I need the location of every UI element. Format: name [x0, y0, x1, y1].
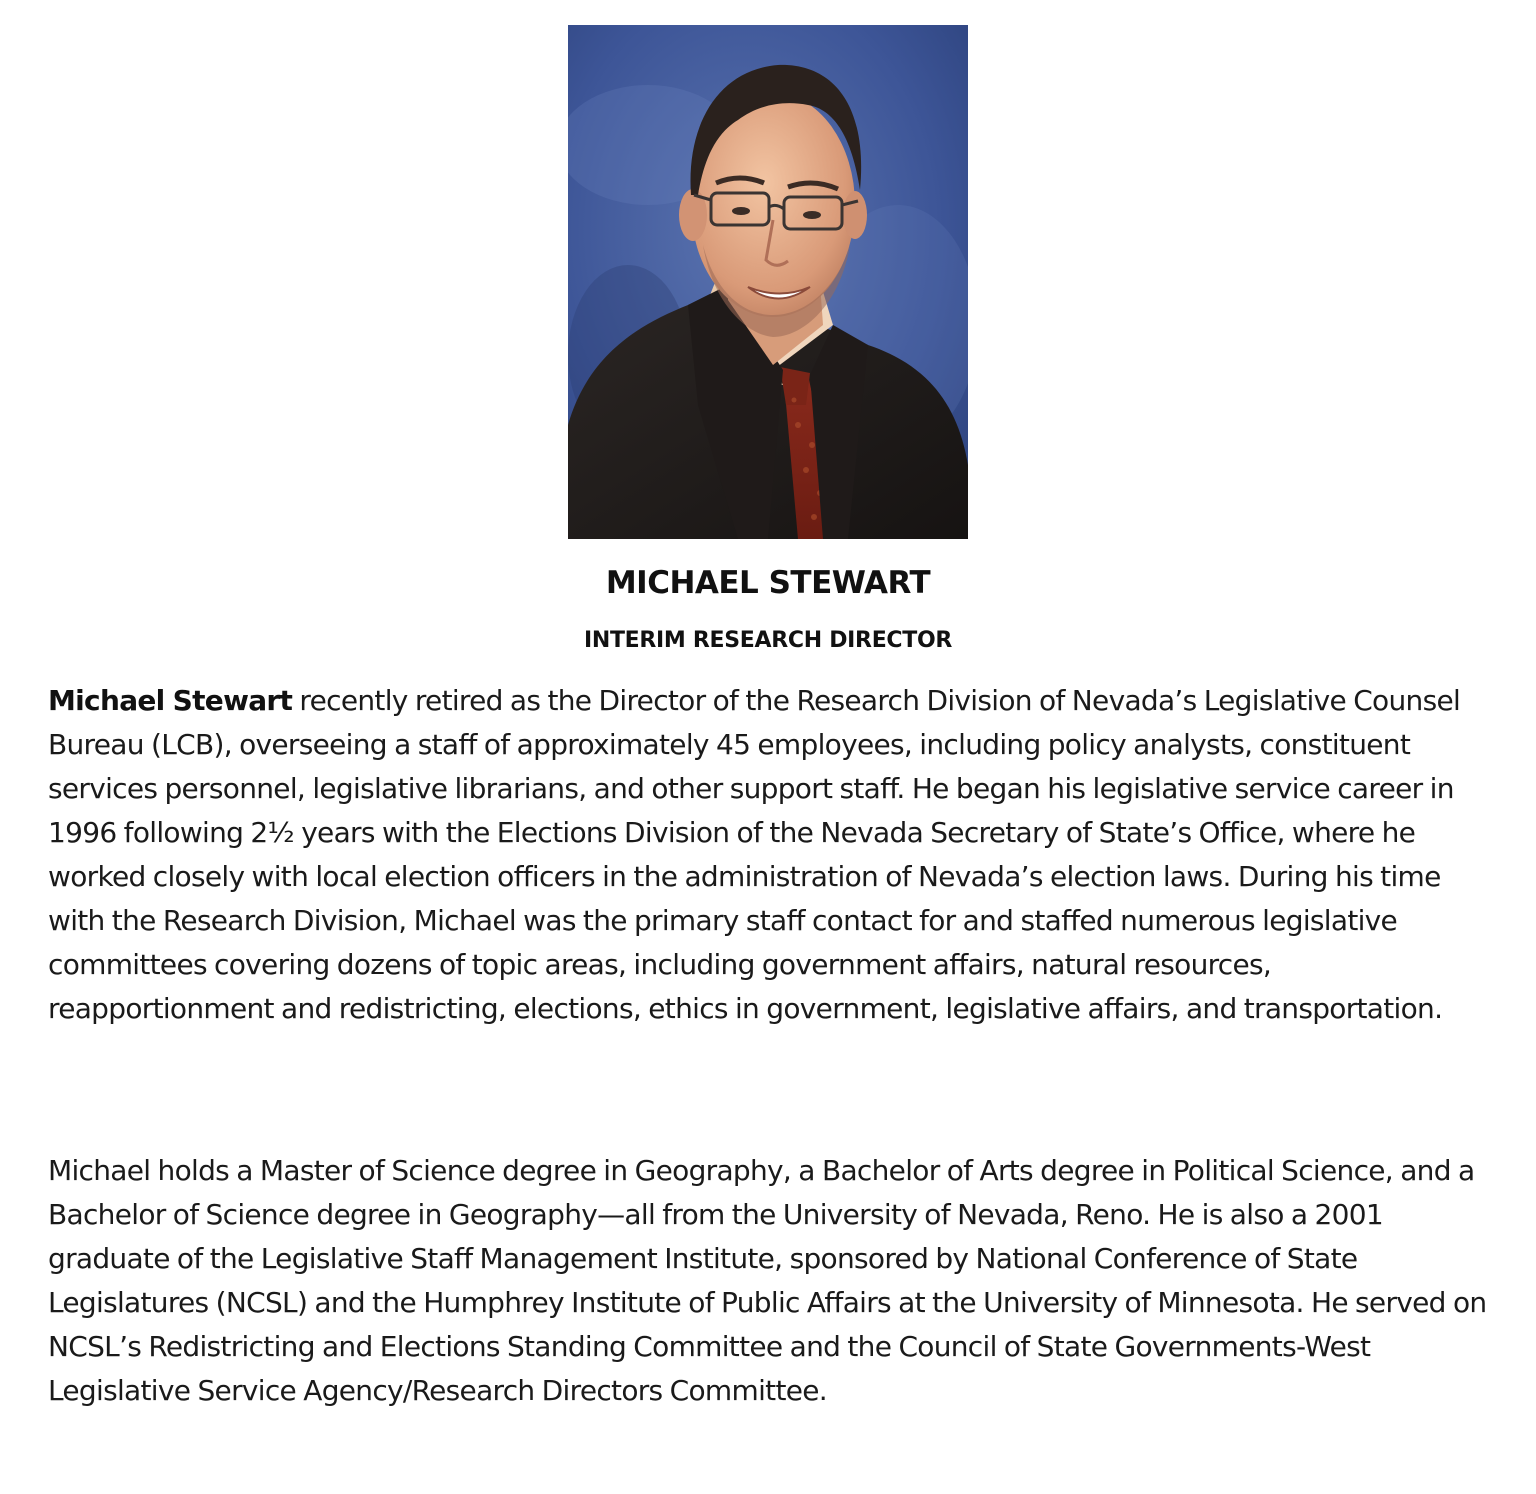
bio-paragraph-1	[48, 679, 1498, 1031]
bio-paragraph-2: Michael holds a Master of Science degree in Geography, a Bachelor of Arts degree in Political Science, and a Bachelor of Science degree in Geography—all from the University of Nevada, Reno. He is also a 2001 graduate of the Legislative Staff Management Institute, sponsored by National Conference of State Legislatures (NCSL) and the Humphrey Institute of Public Affairs at the University of Minnesota. He served on NCSL’s Redistricting and Elections Standing Committee and the Council of State Governments-West Legislative Service Agency/Research Directors Committee.	[48, 1154, 1487, 1407]
person-name: MICHAEL STEWART	[605, 565, 931, 601]
bio-lead-name: Michael Stewart	[48, 684, 293, 717]
bio-paragraph-1-text: recently retired as the Director of the Research Division of Nevada’s Legislative Counsel Bureau (LCB), overseeing a staff of approximately 45 employees, including policy analysts, constituent services personnel, legislative librarians, and other support staff. He began his legislative service career in 1996 following 2½ years with the Elections Division of the Nevada Secretary of State’s Office, where he worked closely with local election officers in the administration of Nevada’s election laws. During his time with the Research Division, Michael was the primary staff contact for and staffed numerous legislative committees covering dozens of topic areas, including government affairs, natural resources, reapportionment and redistricting, elections, ethics in government, legislative affairs, and transportation.	[48, 684, 1461, 1025]
portrait-photo	[568, 25, 968, 539]
person-title: INTERIM RESEARCH DIRECTOR	[583, 628, 953, 653]
